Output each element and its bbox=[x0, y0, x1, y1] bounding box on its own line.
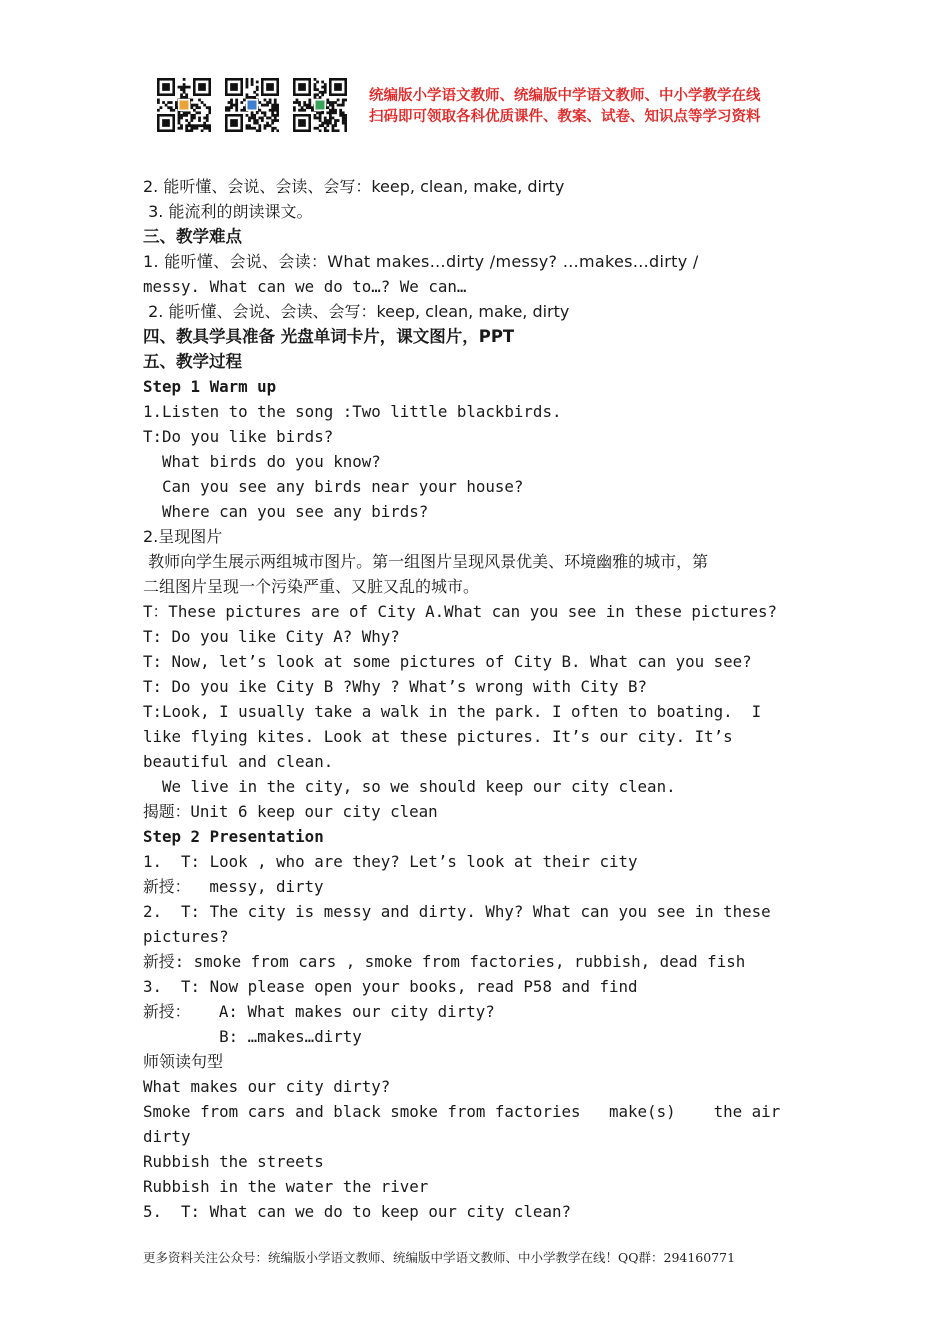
text-line: We live in the city, so we should keep our city clean. bbox=[143, 777, 676, 796]
text-line: 2. 能听懂、会说、会读、会写：keep, clean, make, dirty bbox=[143, 177, 565, 196]
text-line: 2. 能听懂、会说、会读、会写：keep, clean, make, dirty bbox=[143, 302, 570, 321]
text-line: 5. T: What can we do to keep our city clean? bbox=[143, 1202, 571, 1221]
text-line: 2.呈现图片 bbox=[143, 527, 223, 546]
lesson-plan-body bbox=[143, 174, 809, 1224]
step-heading: Step 1 Warm up bbox=[143, 377, 277, 396]
text-line: T: Now, let’s look at some pictures of City B. What can you see? bbox=[143, 652, 752, 671]
qr-code-icon[interactable] bbox=[225, 78, 279, 132]
text-line: T:Look, I usually take a walk in the park. I often to boating. I bbox=[143, 702, 762, 721]
text-line: 师领读句型 bbox=[143, 1052, 224, 1071]
promo-banner bbox=[369, 86, 761, 128]
text-line: 3. 能流利的朗读课文。 bbox=[143, 202, 313, 221]
text-line: Smoke from cars and black smoke from factories make(s) the air bbox=[143, 1102, 781, 1121]
text-line: 教师向学生展示两组城市图片。第一组图片呈现风景优美、环境幽雅的城市，第 bbox=[143, 552, 709, 571]
step-heading: Step 2 Presentation bbox=[143, 827, 324, 846]
section-heading: 三、教学难点 bbox=[143, 227, 242, 246]
text-line: B: …makes…dirty bbox=[143, 1027, 362, 1046]
text-line: Rubbish in the water the river bbox=[143, 1177, 429, 1196]
text-line: like flying kites. Look at these pictures. It’s our city. It’s bbox=[143, 727, 733, 746]
text-line: T：These pictures are of City A.What can you see in these pictures? bbox=[143, 602, 777, 621]
text-line: 二组图片呈现一个污染严重、又脏又乱的城市。 bbox=[143, 577, 480, 596]
text-line: messy. What can we do to…? We can… bbox=[143, 277, 467, 296]
text-line: T: Do you like City A? Why? bbox=[143, 627, 400, 646]
banner-line-2: 扫码即可领取各科优质课件、教案、试卷、知识点等学习资料 bbox=[369, 109, 761, 125]
text-line: What makes our city dirty? bbox=[143, 1077, 391, 1096]
section-heading: 四、教具学具准备 光盘单词卡片，课文图片，PPT bbox=[143, 327, 515, 346]
text-line: What birds do you know? bbox=[143, 452, 381, 471]
text-line: T:Do you like birds? bbox=[143, 427, 334, 446]
text-line: 新授： A: What makes our city dirty? bbox=[143, 1002, 495, 1021]
qr-code-icon[interactable] bbox=[157, 78, 211, 132]
text-line: 1. T: Look , who are they? Let’s look at their city bbox=[143, 852, 638, 871]
text-line: Where can you see any birds? bbox=[143, 502, 429, 521]
text-line: 揭题：Unit 6 keep our city clean bbox=[143, 802, 438, 821]
text-line: 3. T: Now please open your books, read P58 and find bbox=[143, 977, 638, 996]
text-line: Can you see any birds near your house? bbox=[143, 477, 524, 496]
text-line: pictures? bbox=[143, 927, 229, 946]
text-line: 2. T: The city is messy and dirty. Why? What can you see in these bbox=[143, 902, 771, 921]
text-line: 1.Listen to the song :Two little blackbirds. bbox=[143, 402, 562, 421]
text-line: 新授: smoke from cars , smoke from factories, rubbish, dead fish bbox=[143, 952, 746, 971]
text-line: 新授： messy, dirty bbox=[143, 877, 324, 896]
page-footer: 更多资料关注公众号：统编版小学语文教师、统编版中学语文教师、中小学教学在线！QQ群：294160771 bbox=[143, 1250, 736, 1265]
text-line: 1. 能听懂、会说、会读：What makes…dirty /messy? …makes…dirty / bbox=[143, 252, 699, 271]
section-heading: 五、教学过程 bbox=[143, 352, 242, 371]
text-line: T: Do you ike City B ?Why ? What’s wrong with City B? bbox=[143, 677, 648, 696]
banner-line-1: 统编版小学语文教师、统编版中学语文教师、中小学教学在线 bbox=[369, 88, 761, 104]
qr-code-icon[interactable] bbox=[293, 78, 347, 132]
text-line: beautiful and clean. bbox=[143, 752, 334, 771]
page-header bbox=[157, 78, 797, 138]
text-line: Rubbish the streets bbox=[143, 1152, 324, 1171]
text-line: dirty bbox=[143, 1127, 191, 1146]
